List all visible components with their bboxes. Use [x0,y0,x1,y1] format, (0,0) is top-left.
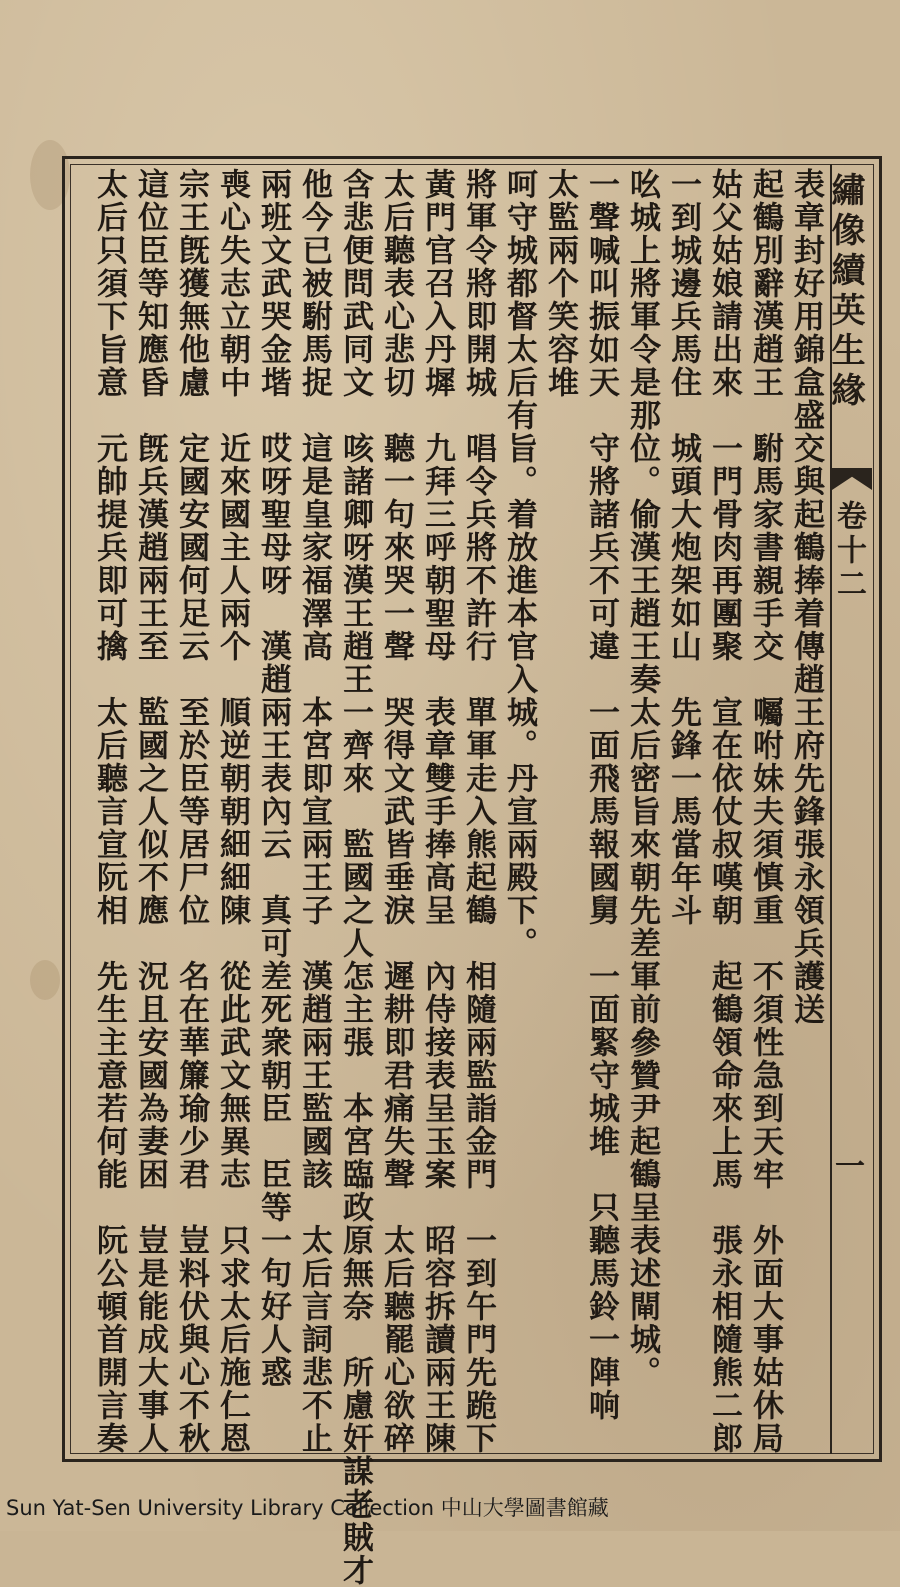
text-column: 這位臣等知應昏 旣兵漢趙兩王至 監國之人似不應 況且安國為妻困 豈是能成大事人 [132,168,168,1455]
text-column: 黃門官召入丹墀 九拜三呼朝聖母 表章雙手捧高呈 內侍接表呈玉案 昭容拆讀兩王陳 [419,168,455,1455]
text-column: 姑父姑娘請出來 一門骨肉再團聚 宣在依仗叔嘆朝 起鶴領命來上馬 張永相隨熊二郎 [706,168,742,1455]
text-column: 太監兩个笑容堆 [542,168,578,399]
text-column: 太后聽表心悲切 聽一句來哭一聲 哭得文武皆垂淚 遲耕即君痛失聲 太后聽罷心欲碎 [378,168,414,1455]
spine-volume: 卷十二 [831,500,866,602]
paper-stain [30,960,60,1000]
text-column: 喪心失志立朝中 近來國主人兩个 順逆朝朝細細陳 從此武文無異志 只求太后施仁恩 [214,168,250,1455]
text-column: 呵守城都督太后有旨。着放進本官入城。丹宣兩殿下。 [501,168,537,960]
text-column: 吆城上將軍令是那位。偷漢王趙王奏太后密旨來朝先差軍前參贊尹起鶴呈表述閘城。 [624,168,660,1389]
text-column: 將軍令將即開城 唱令兵將不許行 單軍走入熊起鶴 相隨兩監詣金門 一到午門先跪下 [460,168,496,1455]
spine-title: 繡像續英生緣 [825,172,865,412]
text-column: 太后只須下旨意 元帥提兵即可擒 太后聽言宣阮相 先生主意若何能 阮公頓首開言奏 [91,168,127,1455]
text-column: 一聲喊叫振如天 守將諸兵不可違 一面飛馬報國舅 一面緊守城堆 只聽馬鈴一陣响 [583,168,619,1422]
text-column: 兩班文武哭金堦 哎呀聖母呀 漢趙兩王表內云 真可差死衆朝臣 臣等一句好人惑 [255,168,291,1389]
text-column: 起鶴別辭漢趙王 駙馬家書親手交 囑咐妹夫須慎重 不須性急到天牢 外面大事姑休局 [747,168,783,1455]
text-column: 他今已被駙馬捉 這是皇家福澤高 本宮即宣兩王子 漢趙兩王監國該 太后言詞悲不止 [296,168,332,1455]
text-column: 含悲便問武同文 咳諸卿呀漢王趙王一齊來 監國之人怎主張 本宮臨政原無奈 所慮奸謀老賊才 [337,168,373,1587]
collection-credit: Sun Yat-Sen University Library Collection 中山大學圖書館藏 [6,1496,609,1520]
spine-page-number: 一 [829,1150,864,1180]
text-column: 一到城邊兵馬住 城頭大炮架如山 先鋒一馬當年斗 [665,168,701,927]
text-column: 表章封好用錦盒盛交與起鶴捧着傳趙王府先鋒張永領兵護送 [788,168,824,1026]
text-column: 宗王旣獲無他慮 定國安國何足云 至於臣等居尸位 名在華簾瑜少君 豈料伏與心不秋 [173,168,209,1455]
